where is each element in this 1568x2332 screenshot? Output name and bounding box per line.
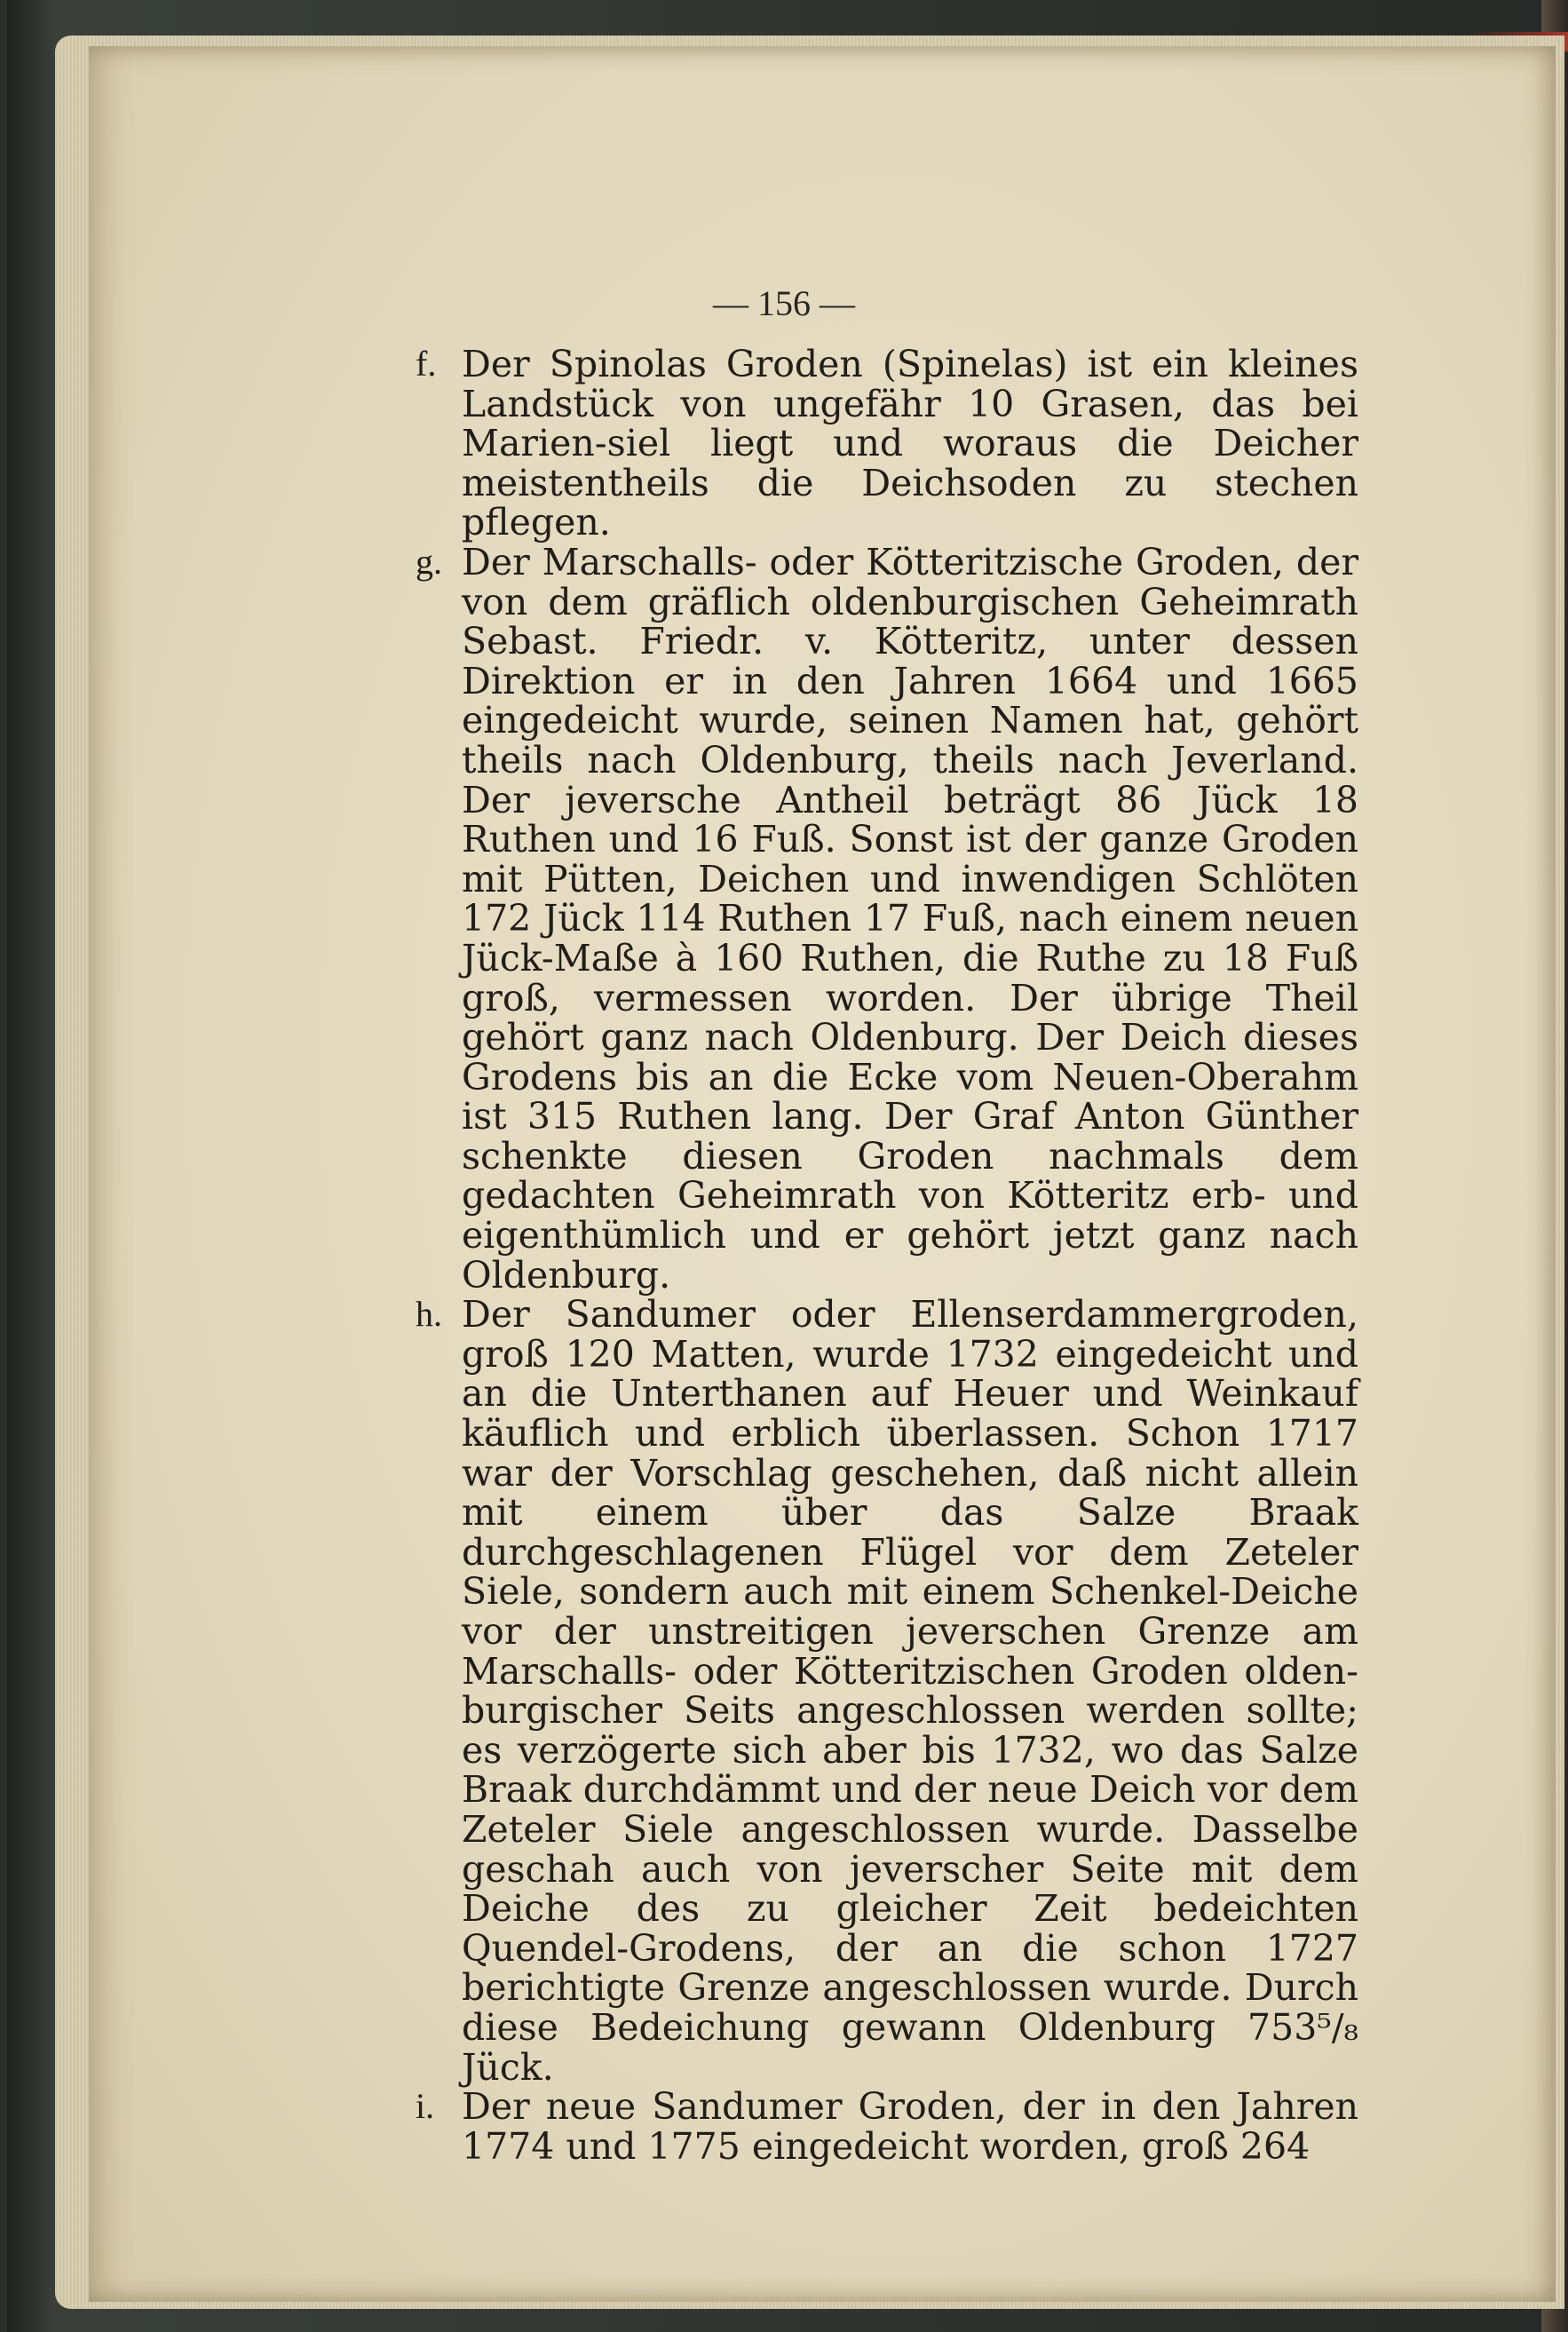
page-number: — 156 —	[713, 283, 855, 323]
entry-h	[416, 1293, 1358, 2089]
entry-marker: g.	[416, 541, 442, 582]
entry-text: Der Sandumer oder Ellenserdammergroden, groß 120 Matten, wurde 1732 eingedeicht und an die Unterthanen auf Heuer und Weinkauf käuflich und erblich überlassen. Schon 1717 war der Vorschlag geschehen, daß nicht allein mit einem über das Salze Braak durchgeschlagenen Flügel vor dem Zeteler Siele, sondern auch mit einem Schenkel-Deiche vor der unstreitigen jeverschen Grenze am Marschalls- oder Kötteritzischen Groden olden-burgischer Seits angeschlossen werden sollte; es verzögerte sich aber bis 1732, wo das Salze Braak durchdämmt und der neue Deich vor dem Zeteler Siele angeschlossen wurde. Dasselbe geschah auch von jeverscher Seite mit dem Deiche des zu gleicher Zeit bedeichten Quendel-Grodens, der an die schon 1727 berichtigte Grenze angeschlossen wurde. Durch diese Bedeichung gewann Oldenburg 753⁵/₈ Jück.	[462, 1293, 1358, 2089]
entry-marker: h.	[416, 1294, 442, 1335]
entry-marker: f.	[416, 344, 437, 384]
entry-text: Der Marschalls- oder Kötteritzische Groden, der von dem gräflich oldenburgischen Geheimrath Sebast. Friedr. v. Kötteritz, unter dessen Direktion er in den Jahren 1664 und 1665 eingedeicht wurde, seinen Namen hat, gehört theils nach Oldenburg, theils nach Jeverland. Der jeversche Antheil beträgt 86 Jück 18 Ruthen und 16 Fuß. Sonst ist der ganze Groden mit Pütten, Deichen und inwendigen Schlöten 172 Jück 114 Ruthen 17 Fuß, nach einem neuen Jück-Maße à 160 Ruthen, die Ruthe zu 18 Fuß groß, vermessen worden. Der übrige Theil gehört ganz nach Oldenburg. Der Deich dieses Grodens bis an die Ecke vom Neuen-Oberahm ist 315 Ruthen lang. Der Graf Anton Günther schenkte diesen Groden nachmals dem gedachten Geheimrath von Kötteritz erb- und eigenthümlich und er gehört jetzt ganz nach Oldenburg.	[462, 540, 1358, 1297]
entry-marker: i.	[416, 2086, 435, 2127]
entry-text: Der Spinolas Groden (Spinelas) ist ein kleines Landstück von ungefähr 10 Grasen, das bei Marien-siel liegt und woraus die Deicher meistentheils die Deichsoden zu stechen pflegen.	[462, 343, 1358, 544]
page-body	[416, 343, 1358, 2168]
entry-text: Der neue Sandumer Groden, der in den Jahren 1774 und 1775 eingedeicht worden, groß 264	[462, 2085, 1358, 2168]
entry-g	[416, 540, 1358, 1297]
entry-i	[416, 2085, 1358, 2168]
entry-f	[416, 343, 1358, 544]
